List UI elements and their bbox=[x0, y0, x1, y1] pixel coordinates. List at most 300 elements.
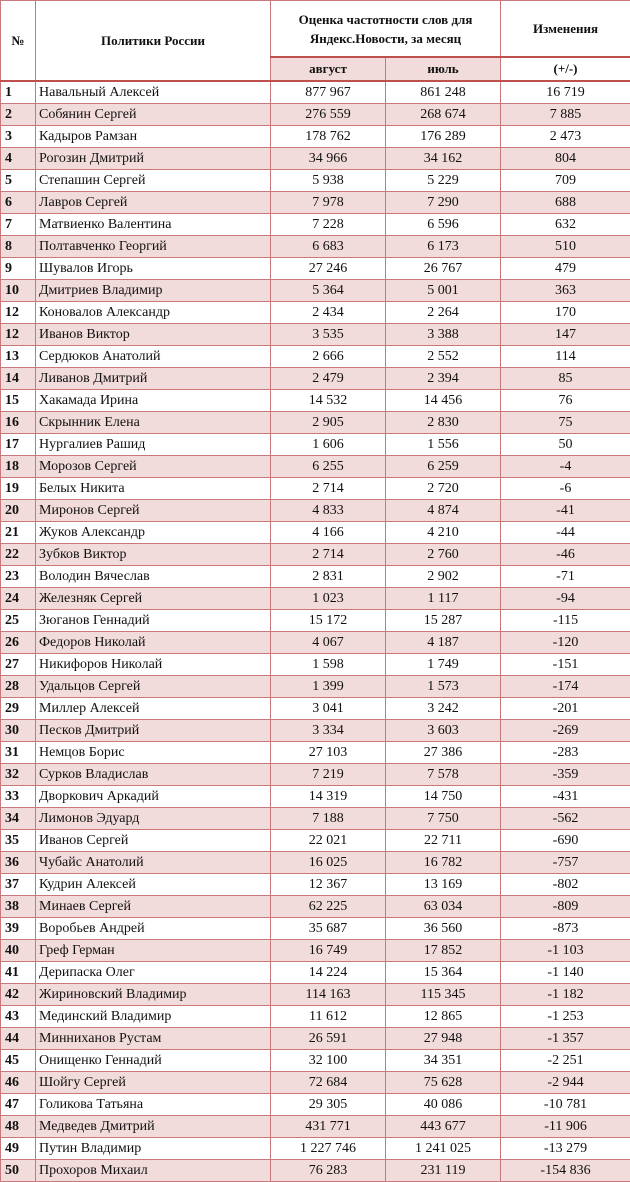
politician-name-cell[interactable]: Медведев Дмитрий bbox=[36, 1116, 271, 1138]
august-value-cell[interactable]: 14 319 bbox=[271, 786, 386, 808]
change-value-cell[interactable]: 479 bbox=[501, 258, 630, 280]
politician-name-cell[interactable]: Дмитриев Владимир bbox=[36, 280, 271, 302]
change-value-cell[interactable]: -4 bbox=[501, 456, 630, 478]
august-value-cell[interactable]: 2 666 bbox=[271, 346, 386, 368]
change-value-cell[interactable]: 16 719 bbox=[501, 81, 630, 104]
politician-name-cell[interactable]: Путин Владимир bbox=[36, 1138, 271, 1160]
august-value-cell[interactable]: 29 305 bbox=[271, 1094, 386, 1116]
row-number-cell[interactable]: 10 bbox=[1, 280, 36, 302]
table-row bbox=[1, 214, 630, 236]
august-value-cell[interactable]: 7 978 bbox=[271, 192, 386, 214]
table-row bbox=[1, 742, 630, 764]
july-value-cell[interactable]: 3 603 bbox=[386, 720, 501, 742]
table-row bbox=[1, 962, 630, 984]
july-value-cell[interactable]: 443 677 bbox=[386, 1116, 501, 1138]
august-value-cell[interactable]: 4 067 bbox=[271, 632, 386, 654]
table-row bbox=[1, 456, 630, 478]
row-number-cell[interactable]: 4 bbox=[1, 148, 36, 170]
politician-name-cell[interactable]: Минаев Сергей bbox=[36, 896, 271, 918]
table-row bbox=[1, 632, 630, 654]
july-value-cell[interactable]: 75 628 bbox=[386, 1072, 501, 1094]
july-value-cell[interactable]: 14 456 bbox=[386, 390, 501, 412]
july-value-cell[interactable]: 861 248 bbox=[386, 81, 501, 104]
row-number-cell[interactable]: 27 bbox=[1, 654, 36, 676]
change-value-cell[interactable]: -41 bbox=[501, 500, 630, 522]
politician-name-cell[interactable]: Чубайс Анатолий bbox=[36, 852, 271, 874]
change-value-cell[interactable]: -10 781 bbox=[501, 1094, 630, 1116]
july-value-cell[interactable]: 63 034 bbox=[386, 896, 501, 918]
row-number-cell[interactable]: 33 bbox=[1, 786, 36, 808]
politician-name-cell[interactable]: Жириновский Владимир bbox=[36, 984, 271, 1006]
politician-name-cell[interactable]: Миллер Алексей bbox=[36, 698, 271, 720]
row-number-cell[interactable]: 44 bbox=[1, 1028, 36, 1050]
row-number-cell[interactable]: 17 bbox=[1, 434, 36, 456]
change-value-cell[interactable]: 804 bbox=[501, 148, 630, 170]
table-row bbox=[1, 170, 630, 192]
table-row bbox=[1, 192, 630, 214]
row-number-cell[interactable]: 28 bbox=[1, 676, 36, 698]
august-value-cell[interactable]: 3 334 bbox=[271, 720, 386, 742]
row-number-cell[interactable]: 46 bbox=[1, 1072, 36, 1094]
july-value-cell[interactable]: 2 760 bbox=[386, 544, 501, 566]
politician-name-cell[interactable]: Голикова Татьяна bbox=[36, 1094, 271, 1116]
politician-name-cell[interactable]: Кадыров Рамзан bbox=[36, 126, 271, 148]
august-value-cell[interactable]: 26 591 bbox=[271, 1028, 386, 1050]
change-value-cell[interactable]: -71 bbox=[501, 566, 630, 588]
table-row bbox=[1, 896, 630, 918]
august-value-cell[interactable]: 7 219 bbox=[271, 764, 386, 786]
july-value-cell[interactable]: 14 750 bbox=[386, 786, 501, 808]
august-value-cell[interactable]: 7 228 bbox=[271, 214, 386, 236]
change-value-cell[interactable]: -2 251 bbox=[501, 1050, 630, 1072]
july-value-cell[interactable]: 13 169 bbox=[386, 874, 501, 896]
column-header-july[interactable]: июль bbox=[386, 57, 501, 81]
politician-name-cell[interactable]: Зюганов Геннадий bbox=[36, 610, 271, 632]
row-number-cell[interactable]: 18 bbox=[1, 456, 36, 478]
july-value-cell[interactable]: 2 552 bbox=[386, 346, 501, 368]
change-value-cell[interactable]: -359 bbox=[501, 764, 630, 786]
change-value-cell[interactable]: 2 473 bbox=[501, 126, 630, 148]
politician-name-cell[interactable]: Греф Герман bbox=[36, 940, 271, 962]
july-value-cell[interactable]: 34 162 bbox=[386, 148, 501, 170]
july-value-cell[interactable]: 2 720 bbox=[386, 478, 501, 500]
july-value-cell[interactable]: 268 674 bbox=[386, 104, 501, 126]
column-header-change-unit[interactable]: (+/-) bbox=[501, 57, 630, 81]
row-number-cell[interactable]: 24 bbox=[1, 588, 36, 610]
table-row bbox=[1, 148, 630, 170]
table-row bbox=[1, 918, 630, 940]
august-value-cell[interactable]: 1 227 746 bbox=[271, 1138, 386, 1160]
row-number-cell[interactable]: 31 bbox=[1, 742, 36, 764]
change-value-cell[interactable]: -562 bbox=[501, 808, 630, 830]
july-value-cell[interactable]: 2 394 bbox=[386, 368, 501, 390]
july-value-cell[interactable]: 26 767 bbox=[386, 258, 501, 280]
july-value-cell[interactable]: 1 241 025 bbox=[386, 1138, 501, 1160]
politician-name-cell[interactable]: Навальный Алексей bbox=[36, 81, 271, 104]
politician-name-cell[interactable]: Прохоров Михаил bbox=[36, 1160, 271, 1182]
change-value-cell[interactable]: 7 885 bbox=[501, 104, 630, 126]
table-row bbox=[1, 676, 630, 698]
table-row bbox=[1, 522, 630, 544]
politician-name-cell[interactable]: Зубков Виктор bbox=[36, 544, 271, 566]
table-row bbox=[1, 720, 630, 742]
row-number-cell[interactable]: 30 bbox=[1, 720, 36, 742]
august-value-cell[interactable]: 4 833 bbox=[271, 500, 386, 522]
politician-name-cell[interactable]: Володин Вячеслав bbox=[36, 566, 271, 588]
table-row bbox=[1, 346, 630, 368]
politician-name-cell[interactable]: Мединский Владимир bbox=[36, 1006, 271, 1028]
change-value-cell[interactable]: -201 bbox=[501, 698, 630, 720]
july-value-cell[interactable]: 3 388 bbox=[386, 324, 501, 346]
august-value-cell[interactable]: 2 714 bbox=[271, 478, 386, 500]
july-value-cell[interactable]: 1 749 bbox=[386, 654, 501, 676]
august-value-cell[interactable]: 1 399 bbox=[271, 676, 386, 698]
politician-name-cell[interactable]: Матвиенко Валентина bbox=[36, 214, 271, 236]
july-value-cell[interactable]: 2 830 bbox=[386, 412, 501, 434]
row-number-cell[interactable]: 47 bbox=[1, 1094, 36, 1116]
july-value-cell[interactable]: 15 287 bbox=[386, 610, 501, 632]
row-number-cell[interactable]: 34 bbox=[1, 808, 36, 830]
august-value-cell[interactable]: 14 532 bbox=[271, 390, 386, 412]
july-value-cell[interactable]: 5 229 bbox=[386, 170, 501, 192]
change-value-cell[interactable]: -283 bbox=[501, 742, 630, 764]
change-value-cell[interactable]: 709 bbox=[501, 170, 630, 192]
table-row bbox=[1, 544, 630, 566]
change-value-cell[interactable]: -690 bbox=[501, 830, 630, 852]
table-row bbox=[1, 280, 630, 302]
table-row bbox=[1, 324, 630, 346]
row-number-cell[interactable]: 49 bbox=[1, 1138, 36, 1160]
table-row bbox=[1, 1028, 630, 1050]
change-value-cell[interactable]: -120 bbox=[501, 632, 630, 654]
politician-name-cell[interactable]: Песков Дмитрий bbox=[36, 720, 271, 742]
august-value-cell[interactable]: 72 684 bbox=[271, 1072, 386, 1094]
august-value-cell[interactable]: 5 364 bbox=[271, 280, 386, 302]
politician-name-cell[interactable]: Минниханов Рустам bbox=[36, 1028, 271, 1050]
change-value-cell[interactable]: 76 bbox=[501, 390, 630, 412]
august-value-cell[interactable]: 431 771 bbox=[271, 1116, 386, 1138]
table-row bbox=[1, 786, 630, 808]
change-value-cell[interactable]: 363 bbox=[501, 280, 630, 302]
change-value-cell[interactable]: -2 944 bbox=[501, 1072, 630, 1094]
july-value-cell[interactable]: 3 242 bbox=[386, 698, 501, 720]
change-value-cell[interactable]: -802 bbox=[501, 874, 630, 896]
table-row bbox=[1, 412, 630, 434]
change-value-cell[interactable]: -44 bbox=[501, 522, 630, 544]
august-value-cell[interactable]: 76 283 bbox=[271, 1160, 386, 1182]
column-header-number[interactable]: № bbox=[1, 1, 36, 82]
table-row bbox=[1, 302, 630, 324]
august-value-cell[interactable]: 27 103 bbox=[271, 742, 386, 764]
table-row bbox=[1, 1050, 630, 1072]
august-value-cell[interactable]: 3 535 bbox=[271, 324, 386, 346]
table-row bbox=[1, 984, 630, 1006]
row-number-cell[interactable]: 3 bbox=[1, 126, 36, 148]
row-number-cell[interactable]: 22 bbox=[1, 544, 36, 566]
row-number-cell[interactable]: 38 bbox=[1, 896, 36, 918]
august-value-cell[interactable]: 7 188 bbox=[271, 808, 386, 830]
row-number-cell[interactable]: 6 bbox=[1, 192, 36, 214]
change-value-cell[interactable]: -1 253 bbox=[501, 1006, 630, 1028]
column-header-change[interactable]: Изменения bbox=[501, 1, 630, 58]
table-row bbox=[1, 610, 630, 632]
row-number-cell[interactable]: 12 bbox=[1, 302, 36, 324]
august-value-cell[interactable]: 15 172 bbox=[271, 610, 386, 632]
july-value-cell[interactable]: 4 874 bbox=[386, 500, 501, 522]
august-value-cell[interactable]: 178 762 bbox=[271, 126, 386, 148]
change-value-cell[interactable]: -94 bbox=[501, 588, 630, 610]
july-value-cell[interactable]: 176 289 bbox=[386, 126, 501, 148]
july-value-cell[interactable]: 15 364 bbox=[386, 962, 501, 984]
row-number-cell[interactable]: 20 bbox=[1, 500, 36, 522]
august-value-cell[interactable]: 1 606 bbox=[271, 434, 386, 456]
change-value-cell[interactable]: -46 bbox=[501, 544, 630, 566]
politician-name-cell[interactable]: Лавров Сергей bbox=[36, 192, 271, 214]
august-value-cell[interactable]: 276 559 bbox=[271, 104, 386, 126]
row-number-cell[interactable]: 48 bbox=[1, 1116, 36, 1138]
august-value-cell[interactable]: 2 434 bbox=[271, 302, 386, 324]
row-number-cell[interactable]: 37 bbox=[1, 874, 36, 896]
july-value-cell[interactable]: 40 086 bbox=[386, 1094, 501, 1116]
politician-name-cell[interactable]: Железняк Сергей bbox=[36, 588, 271, 610]
table-row bbox=[1, 104, 630, 126]
row-number-cell[interactable]: 9 bbox=[1, 258, 36, 280]
row-number-cell[interactable]: 23 bbox=[1, 566, 36, 588]
politician-name-cell[interactable]: Никифоров Николай bbox=[36, 654, 271, 676]
change-value-cell[interactable]: -151 bbox=[501, 654, 630, 676]
july-value-cell[interactable]: 2 264 bbox=[386, 302, 501, 324]
row-number-cell[interactable]: 43 bbox=[1, 1006, 36, 1028]
row-number-cell[interactable]: 13 bbox=[1, 346, 36, 368]
july-value-cell[interactable]: 6 596 bbox=[386, 214, 501, 236]
table-header bbox=[1, 1, 630, 82]
table-row bbox=[1, 1138, 630, 1160]
july-value-cell[interactable]: 16 782 bbox=[386, 852, 501, 874]
table-row bbox=[1, 1160, 630, 1182]
row-number-cell[interactable]: 8 bbox=[1, 236, 36, 258]
august-value-cell[interactable]: 1 598 bbox=[271, 654, 386, 676]
change-value-cell[interactable]: -13 279 bbox=[501, 1138, 630, 1160]
july-value-cell[interactable]: 17 852 bbox=[386, 940, 501, 962]
table-row bbox=[1, 434, 630, 456]
row-number-cell[interactable]: 29 bbox=[1, 698, 36, 720]
change-value-cell[interactable]: 510 bbox=[501, 236, 630, 258]
change-value-cell[interactable]: -115 bbox=[501, 610, 630, 632]
column-header-frequency[interactable]: Оценка частотности слов для Яндекс.Новости, за месяц bbox=[271, 1, 501, 58]
change-value-cell[interactable]: -269 bbox=[501, 720, 630, 742]
august-value-cell[interactable]: 2 714 bbox=[271, 544, 386, 566]
politician-name-cell[interactable]: Хакамада Ирина bbox=[36, 390, 271, 412]
politician-name-cell[interactable]: Онищенко Геннадий bbox=[36, 1050, 271, 1072]
politician-name-cell[interactable]: Лимонов Эдуард bbox=[36, 808, 271, 830]
change-value-cell[interactable]: -1 140 bbox=[501, 962, 630, 984]
row-number-cell[interactable]: 26 bbox=[1, 632, 36, 654]
politician-name-cell[interactable]: Шувалов Игорь bbox=[36, 258, 271, 280]
july-value-cell[interactable]: 7 290 bbox=[386, 192, 501, 214]
row-number-cell[interactable]: 19 bbox=[1, 478, 36, 500]
july-value-cell[interactable]: 6 259 bbox=[386, 456, 501, 478]
august-value-cell[interactable]: 5 938 bbox=[271, 170, 386, 192]
august-value-cell[interactable]: 4 166 bbox=[271, 522, 386, 544]
column-header-politicians[interactable]: Политики России bbox=[36, 1, 271, 82]
politician-name-cell[interactable]: Рогозин Дмитрий bbox=[36, 148, 271, 170]
politician-name-cell[interactable]: Степашин Сергей bbox=[36, 170, 271, 192]
july-value-cell[interactable]: 2 902 bbox=[386, 566, 501, 588]
august-value-cell[interactable]: 32 100 bbox=[271, 1050, 386, 1072]
july-value-cell[interactable]: 231 119 bbox=[386, 1160, 501, 1182]
change-value-cell[interactable]: -1 182 bbox=[501, 984, 630, 1006]
row-number-cell[interactable]: 41 bbox=[1, 962, 36, 984]
politician-name-cell[interactable]: Белых Никита bbox=[36, 478, 271, 500]
change-value-cell[interactable]: -809 bbox=[501, 896, 630, 918]
table-row bbox=[1, 874, 630, 896]
change-value-cell[interactable]: 50 bbox=[501, 434, 630, 456]
change-value-cell[interactable]: 147 bbox=[501, 324, 630, 346]
august-value-cell[interactable]: 2 831 bbox=[271, 566, 386, 588]
table-row bbox=[1, 1094, 630, 1116]
august-value-cell[interactable]: 2 479 bbox=[271, 368, 386, 390]
row-number-cell[interactable]: 32 bbox=[1, 764, 36, 786]
row-number-cell[interactable]: 1 bbox=[1, 81, 36, 104]
august-value-cell[interactable]: 11 612 bbox=[271, 1006, 386, 1028]
july-value-cell[interactable]: 27 386 bbox=[386, 742, 501, 764]
august-value-cell[interactable]: 16 025 bbox=[271, 852, 386, 874]
politician-name-cell[interactable]: Нургалиев Рашид bbox=[36, 434, 271, 456]
politician-name-cell[interactable]: Собянин Сергей bbox=[36, 104, 271, 126]
july-value-cell[interactable]: 4 210 bbox=[386, 522, 501, 544]
table-row bbox=[1, 830, 630, 852]
change-value-cell[interactable]: -11 906 bbox=[501, 1116, 630, 1138]
august-value-cell[interactable]: 2 905 bbox=[271, 412, 386, 434]
august-value-cell[interactable]: 14 224 bbox=[271, 962, 386, 984]
politician-name-cell[interactable]: Шойгу Сергей bbox=[36, 1072, 271, 1094]
row-number-cell[interactable]: 15 bbox=[1, 390, 36, 412]
row-number-cell[interactable]: 36 bbox=[1, 852, 36, 874]
change-value-cell[interactable]: 114 bbox=[501, 346, 630, 368]
table-row bbox=[1, 698, 630, 720]
august-value-cell[interactable]: 6 255 bbox=[271, 456, 386, 478]
july-value-cell[interactable]: 22 711 bbox=[386, 830, 501, 852]
july-value-cell[interactable]: 36 560 bbox=[386, 918, 501, 940]
change-value-cell[interactable]: 85 bbox=[501, 368, 630, 390]
row-number-cell[interactable]: 16 bbox=[1, 412, 36, 434]
august-value-cell[interactable]: 34 966 bbox=[271, 148, 386, 170]
table-body bbox=[1, 81, 630, 1182]
row-number-cell[interactable]: 14 bbox=[1, 368, 36, 390]
july-value-cell[interactable]: 34 351 bbox=[386, 1050, 501, 1072]
row-number-cell[interactable]: 2 bbox=[1, 104, 36, 126]
change-value-cell[interactable]: 170 bbox=[501, 302, 630, 324]
politician-name-cell[interactable]: Удальцов Сергей bbox=[36, 676, 271, 698]
july-value-cell[interactable]: 7 578 bbox=[386, 764, 501, 786]
change-value-cell[interactable]: 632 bbox=[501, 214, 630, 236]
politician-name-cell[interactable]: Миронов Сергей bbox=[36, 500, 271, 522]
august-value-cell[interactable]: 12 367 bbox=[271, 874, 386, 896]
august-value-cell[interactable]: 35 687 bbox=[271, 918, 386, 940]
change-value-cell[interactable]: -1 103 bbox=[501, 940, 630, 962]
row-number-cell[interactable]: 21 bbox=[1, 522, 36, 544]
august-value-cell[interactable]: 114 163 bbox=[271, 984, 386, 1006]
july-value-cell[interactable]: 1 117 bbox=[386, 588, 501, 610]
july-value-cell[interactable]: 7 750 bbox=[386, 808, 501, 830]
politician-name-cell[interactable]: Немцов Борис bbox=[36, 742, 271, 764]
august-value-cell[interactable]: 22 021 bbox=[271, 830, 386, 852]
august-value-cell[interactable]: 877 967 bbox=[271, 81, 386, 104]
table-row bbox=[1, 852, 630, 874]
august-value-cell[interactable]: 3 041 bbox=[271, 698, 386, 720]
politician-name-cell[interactable]: Ливанов Дмитрий bbox=[36, 368, 271, 390]
change-value-cell[interactable]: -873 bbox=[501, 918, 630, 940]
table-row bbox=[1, 764, 630, 786]
row-number-cell[interactable]: 12 bbox=[1, 324, 36, 346]
row-number-cell[interactable]: 39 bbox=[1, 918, 36, 940]
july-value-cell[interactable]: 27 948 bbox=[386, 1028, 501, 1050]
row-number-cell[interactable]: 45 bbox=[1, 1050, 36, 1072]
table-row bbox=[1, 258, 630, 280]
july-value-cell[interactable]: 115 345 bbox=[386, 984, 501, 1006]
row-number-cell[interactable]: 35 bbox=[1, 830, 36, 852]
column-header-august[interactable]: август bbox=[271, 57, 386, 81]
august-value-cell[interactable]: 1 023 bbox=[271, 588, 386, 610]
table-row bbox=[1, 1072, 630, 1094]
politician-name-cell[interactable]: Морозов Сергей bbox=[36, 456, 271, 478]
politician-name-cell[interactable]: Полтавченко Георгий bbox=[36, 236, 271, 258]
row-number-cell[interactable]: 42 bbox=[1, 984, 36, 1006]
change-value-cell[interactable]: 75 bbox=[501, 412, 630, 434]
row-number-cell[interactable]: 40 bbox=[1, 940, 36, 962]
table-row bbox=[1, 390, 630, 412]
change-value-cell[interactable]: -6 bbox=[501, 478, 630, 500]
politician-name-cell[interactable]: Федоров Николай bbox=[36, 632, 271, 654]
row-number-cell[interactable]: 7 bbox=[1, 214, 36, 236]
change-value-cell[interactable]: 688 bbox=[501, 192, 630, 214]
politician-name-cell[interactable]: Дворкович Аркадий bbox=[36, 786, 271, 808]
politician-name-cell[interactable]: Иванов Виктор bbox=[36, 324, 271, 346]
politician-name-cell[interactable]: Жуков Александр bbox=[36, 522, 271, 544]
august-value-cell[interactable]: 27 246 bbox=[271, 258, 386, 280]
row-number-cell[interactable]: 25 bbox=[1, 610, 36, 632]
change-value-cell[interactable]: -431 bbox=[501, 786, 630, 808]
july-value-cell[interactable]: 5 001 bbox=[386, 280, 501, 302]
table-row bbox=[1, 368, 630, 390]
august-value-cell[interactable]: 6 683 bbox=[271, 236, 386, 258]
change-value-cell[interactable]: -1 357 bbox=[501, 1028, 630, 1050]
table-row bbox=[1, 1116, 630, 1138]
change-value-cell[interactable]: -757 bbox=[501, 852, 630, 874]
politician-name-cell[interactable]: Дерипаска Олег bbox=[36, 962, 271, 984]
table-row bbox=[1, 126, 630, 148]
row-number-cell[interactable]: 5 bbox=[1, 170, 36, 192]
july-value-cell[interactable]: 12 865 bbox=[386, 1006, 501, 1028]
politician-name-cell[interactable]: Сердюков Анатолий bbox=[36, 346, 271, 368]
change-value-cell[interactable]: -174 bbox=[501, 676, 630, 698]
table-row bbox=[1, 654, 630, 676]
politician-name-cell[interactable]: Сурков Владислав bbox=[36, 764, 271, 786]
politician-name-cell[interactable]: Скрынник Елена bbox=[36, 412, 271, 434]
row-number-cell[interactable]: 50 bbox=[1, 1160, 36, 1182]
politician-name-cell[interactable]: Кудрин Алексей bbox=[36, 874, 271, 896]
august-value-cell[interactable]: 62 225 bbox=[271, 896, 386, 918]
politician-name-cell[interactable]: Воробьев Андрей bbox=[36, 918, 271, 940]
august-value-cell[interactable]: 16 749 bbox=[271, 940, 386, 962]
politician-name-cell[interactable]: Иванов Сергей bbox=[36, 830, 271, 852]
politician-name-cell[interactable]: Коновалов Александр bbox=[36, 302, 271, 324]
july-value-cell[interactable]: 1 556 bbox=[386, 434, 501, 456]
july-value-cell[interactable]: 4 187 bbox=[386, 632, 501, 654]
change-value-cell[interactable]: -154 836 bbox=[501, 1160, 630, 1182]
july-value-cell[interactable]: 6 173 bbox=[386, 236, 501, 258]
july-value-cell[interactable]: 1 573 bbox=[386, 676, 501, 698]
